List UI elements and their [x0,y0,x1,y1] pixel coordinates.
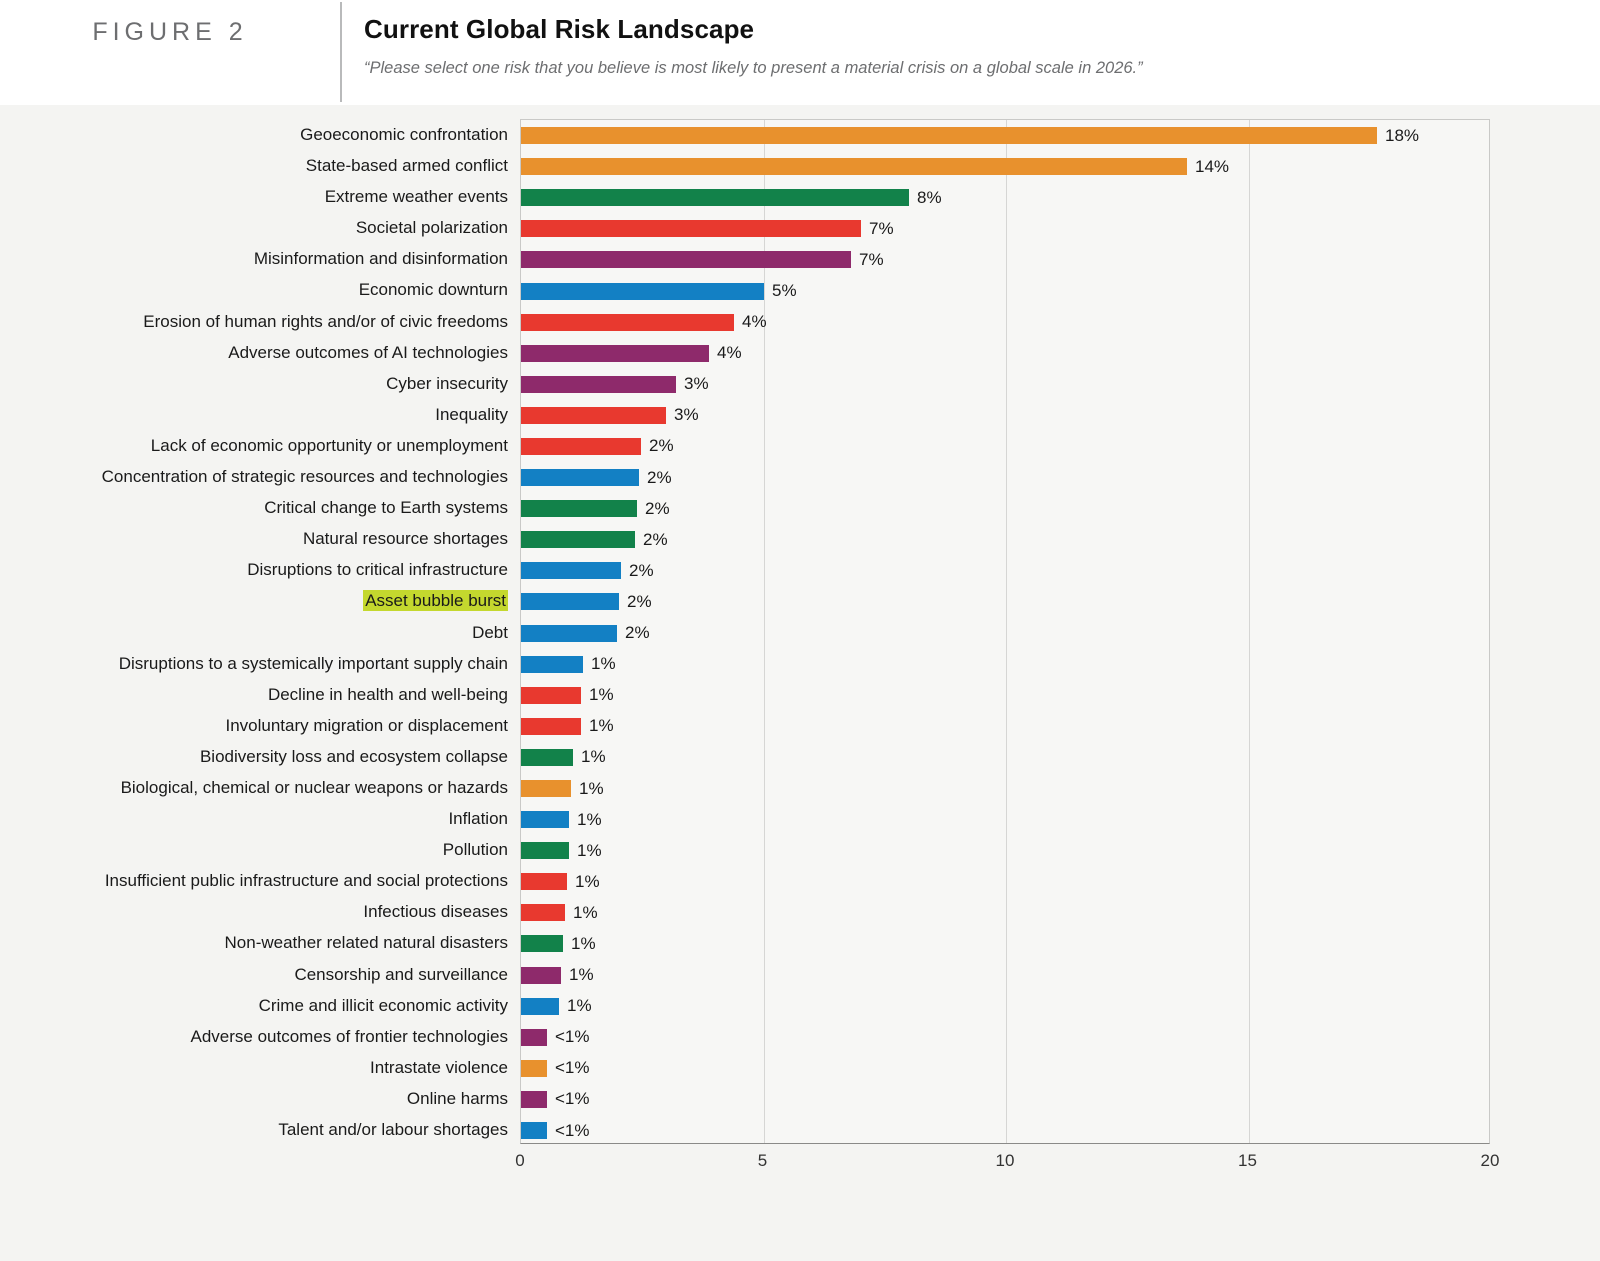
bar [521,1029,547,1046]
chart-subtitle: “Please select one risk that you believe is most likely to present a material crisis on a global scale in 2026.” [364,59,1143,77]
bar-value-label: 2% [645,498,670,518]
figure-header [0,0,1600,105]
bar-value-label: 3% [674,405,699,425]
bar-row [521,1115,1489,1146]
bar [521,500,637,517]
bar [521,469,639,486]
bar-value-label: 2% [647,467,672,487]
bar-row [521,649,1489,680]
category-label: Crime and illicit economic activity [258,995,508,1015]
bar-row [521,462,1489,493]
category-label: Cyber insecurity [386,373,508,393]
bar [521,593,619,610]
category-label: Disruptions to a systemically important supply chain [118,653,508,673]
bar-row [521,835,1489,866]
bar-value-label: 5% [772,281,797,301]
category-label: Adverse outcomes of AI technologies [228,342,508,362]
bar-value-label: 1% [569,965,594,985]
bar [521,407,666,424]
figure-label: FIGURE 2 [92,18,248,46]
bar-row [521,1084,1489,1115]
bar-row [521,275,1489,306]
axis-tick-label: 5 [757,1151,768,1170]
bar-value-label: <1% [555,1027,590,1047]
chart-panel [520,119,1490,1144]
category-label: Societal polarization [355,218,508,238]
bar-value-label: 1% [571,933,596,953]
bar-value-label: 7% [859,249,884,269]
bar-value-label: 2% [649,436,674,456]
bar-row [521,493,1489,524]
bar [521,158,1187,175]
category-label: Decline in health and well-being [267,684,508,704]
bar-value-label: 4% [717,343,742,363]
bar [521,1060,547,1077]
category-label: Pollution [442,840,508,860]
bar [521,376,676,393]
bar [521,967,561,984]
page-title: Current Global Risk Landscape [364,14,755,44]
category-label: Lack of economic opportunity or unemployment [150,435,508,455]
bar [521,749,573,766]
category-label: Infectious diseases [363,902,508,922]
category-label: Geoeconomic confrontation [300,125,508,144]
bar-value-label: 2% [629,560,654,580]
bar-row [521,307,1489,338]
category-label: State-based armed conflict [305,156,508,176]
bar-row [521,524,1489,555]
bar-value-label: 1% [589,716,614,736]
bar-row [521,618,1489,649]
axis-tick-label: 15 [1238,1151,1257,1170]
bar [521,1091,547,1108]
bar-row [521,804,1489,835]
bar [521,780,571,797]
category-label: Online harms [406,1088,508,1108]
bar-row [521,431,1489,462]
category-axis-labels [0,119,520,1145]
category-label: Economic downturn [358,280,508,300]
bar-value-label: 1% [573,902,598,922]
bar-value-label: <1% [555,1089,590,1109]
bar-row [521,1053,1489,1084]
bar-row [521,742,1489,773]
bar [521,220,861,237]
bar-value-label: 2% [627,591,652,611]
bar-row [521,711,1489,742]
highlighted-category-label: Asset bubble burst [365,591,506,611]
bar [521,842,569,859]
category-label: Misinformation and disinformation [253,249,508,269]
bar-value-label: 14% [1195,156,1230,176]
category-label: Critical change to Earth systems [264,498,508,518]
bar-value-label: <1% [555,1058,590,1078]
bar-row [521,991,1489,1022]
category-label: Talent and/or labour shortages [278,1120,508,1139]
bar [521,656,583,673]
bar-row [521,928,1489,959]
bar-value-label: 2% [643,529,668,549]
bar [521,935,563,952]
bar-value-label: 18% [1385,125,1420,145]
bar-row [521,120,1489,151]
bar [521,127,1377,144]
category-label: Intrastate violence [370,1057,508,1077]
bar-row [521,773,1489,804]
axis-tick-label: 0 [515,1151,525,1170]
bar-row [521,182,1489,213]
bar [521,345,709,362]
category-label: Adverse outcomes of frontier technologies [190,1026,508,1046]
bar-value-label: 1% [589,685,614,705]
bar-row [521,400,1489,431]
bar [521,998,559,1015]
bar-series [521,120,1489,1143]
bar-value-label: <1% [555,1120,590,1140]
category-label [0,585,520,616]
bar-row [521,244,1489,275]
bar [521,314,734,331]
bar-value-label: 8% [917,187,942,207]
bar [521,251,851,268]
bar-value-label: 1% [591,654,616,674]
category-label: Censorship and surveillance [294,964,508,984]
bar [521,718,581,735]
category-label: Natural resource shortages [302,529,508,549]
bar-row [521,369,1489,400]
bar-value-label: 7% [869,218,894,238]
category-label: Extreme weather events [324,187,508,207]
bar-row [521,338,1489,369]
category-label: Involuntary migration or displacement [225,715,508,735]
category-label: Concentration of strategic resources and technologies [101,467,508,487]
header-text-block [342,0,1143,78]
bar-row [521,866,1489,897]
bar-row [521,586,1489,617]
bar-value-label: 4% [742,312,767,332]
bar [521,904,565,921]
bar-value-label: 1% [581,747,606,767]
chart-container [0,105,1600,1261]
category-label: Non-weather related natural disasters [224,933,508,953]
bar [521,438,641,455]
category-label: Erosion of human rights and/or of civic freedoms [143,311,508,331]
bar [521,811,569,828]
category-label: Biodiversity loss and ecosystem collapse [199,746,508,766]
value-axis [515,1151,1500,1181]
category-label: Biological, chemical or nuclear weapons or hazards [120,777,508,797]
bar-value-label: 1% [577,809,602,829]
category-label: Insufficient public infrastructure and social protections [104,871,508,891]
bar-value-label: 3% [684,374,709,394]
bar-row [521,680,1489,711]
bar [521,873,567,890]
bar-value-label: 2% [625,623,650,643]
bar [521,189,909,206]
plot-area [0,119,1600,1261]
bar-value-label: 1% [579,778,604,798]
axis-tick-label: 20 [1480,1151,1500,1170]
bar-row [521,897,1489,928]
bar-value-label: 1% [567,996,592,1016]
bar-row [521,213,1489,244]
bar-row [521,555,1489,586]
bar [521,625,617,642]
bar-row [521,960,1489,991]
category-label: Debt [472,622,508,642]
bar [521,687,581,704]
bar-value-label: 1% [575,871,600,891]
bar [521,531,635,548]
category-label: Disruptions to critical infrastructure [247,560,508,580]
bar-value-label: 1% [577,840,602,860]
bar [521,1122,547,1139]
bar [521,562,621,579]
category-label: Inflation [448,809,508,829]
bar-row [521,1022,1489,1053]
axis-tick-label: 10 [995,1151,1015,1170]
bar [521,283,764,300]
bar-row [521,151,1489,182]
category-label: Inequality [435,404,508,424]
